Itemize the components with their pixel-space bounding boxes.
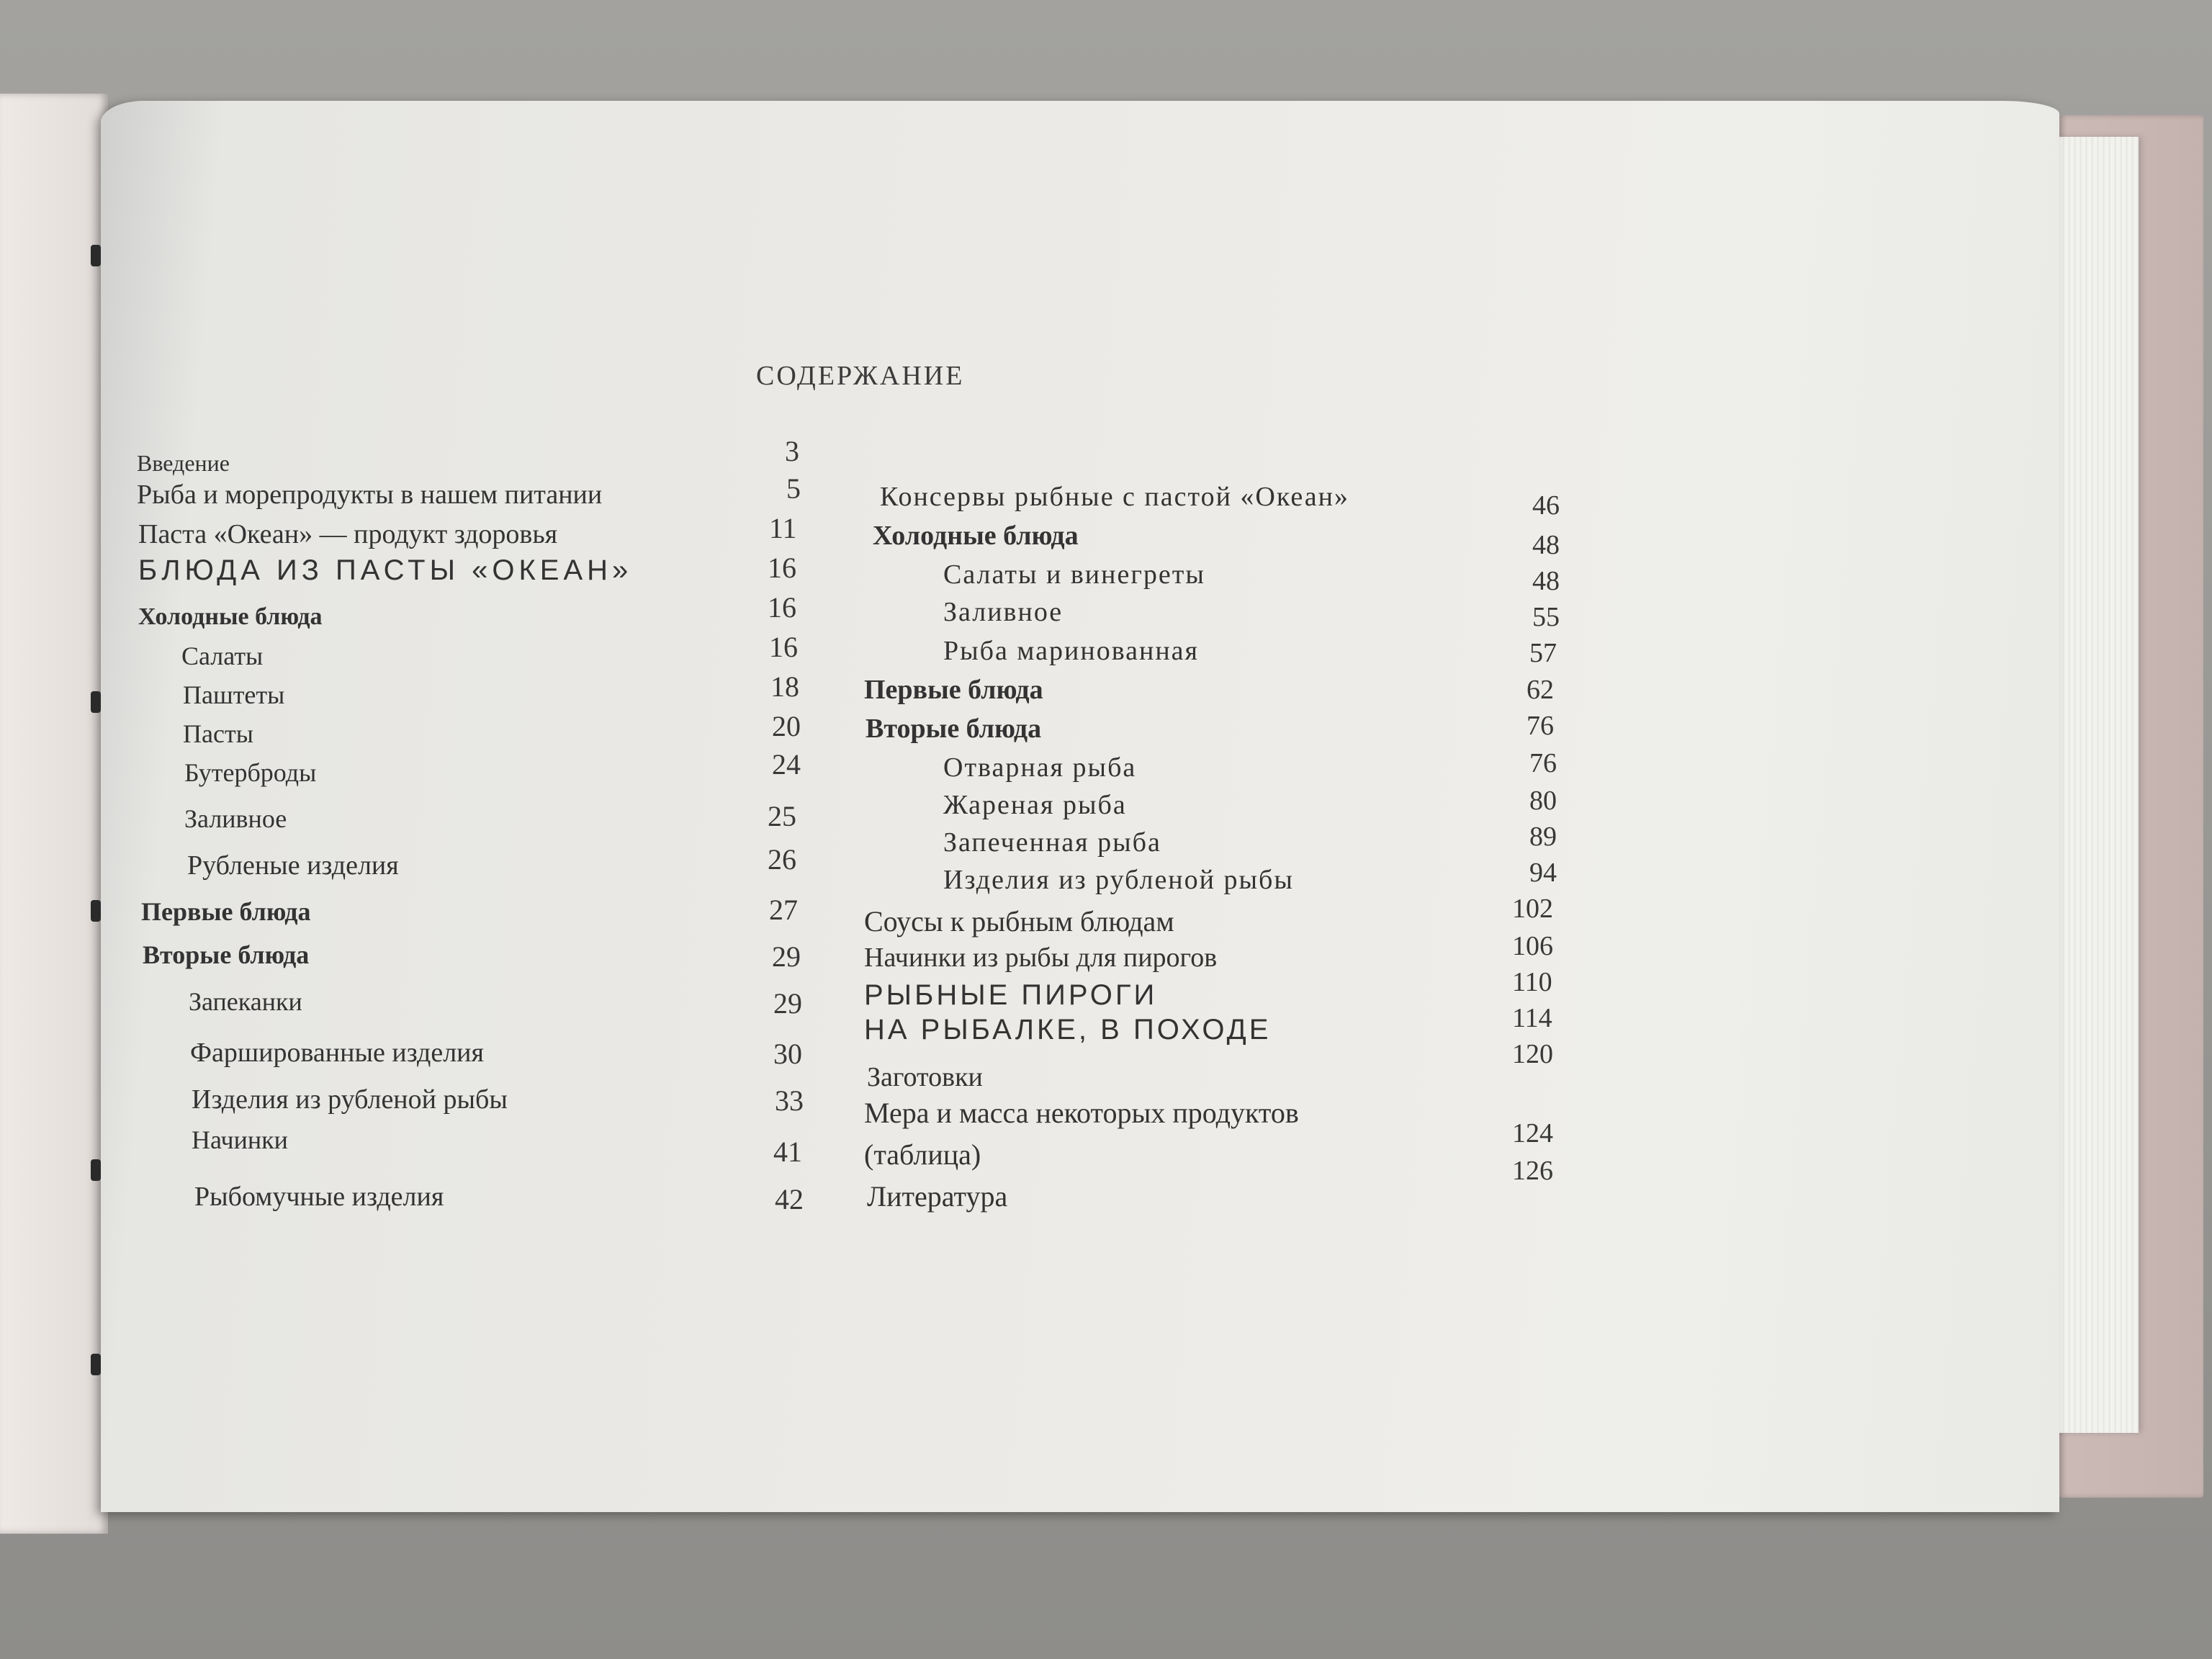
toc-entry-page: 57: [1529, 638, 1557, 668]
toc-entry-page: 25: [768, 800, 796, 832]
toc-entry-label: Начинки: [192, 1125, 288, 1154]
toc-entry-label: Заливное: [943, 597, 1064, 627]
toc-entry-label: Жареная рыба: [943, 790, 1127, 820]
toc-entry-label: Пасты: [183, 719, 253, 748]
toc-entry-page: 80: [1529, 786, 1557, 816]
toc-entry-label: Холодные блюда: [138, 603, 323, 630]
toc-entry-label: Первые блюда: [141, 897, 311, 926]
binding-stitch: [91, 900, 101, 922]
toc-entry-page: 46: [1532, 490, 1560, 521]
toc-entry-label: Изделия из рубленой рыбы: [192, 1084, 508, 1115]
toc-entry-label: Вторые блюда: [143, 940, 310, 969]
toc-entry-label: Запеченная рыба: [943, 827, 1161, 858]
toc-entry-page: 42: [775, 1183, 804, 1215]
toc-entry-label: Литература: [867, 1180, 1008, 1213]
toc-entry-label: Соусы к рыбным блюдам: [864, 905, 1174, 938]
binding-stitch: [91, 691, 101, 713]
toc-entry-page: 62: [1527, 675, 1554, 705]
toc-entry-page: 76: [1527, 711, 1554, 741]
toc-entry-label: РЫБНЫЕ ПИРОГИ: [864, 979, 1158, 1011]
toc-entry-page: 29: [772, 940, 801, 973]
toc-entry-page: 114: [1512, 1003, 1552, 1033]
toc-entry-page: 5: [786, 472, 801, 505]
toc-entry-page: 20: [772, 710, 801, 742]
toc-entry-label: Отварная рыба: [943, 752, 1137, 783]
toc-entry-page: 16: [769, 631, 798, 663]
toc-entry-page: 18: [770, 670, 799, 703]
toc-entry-page: 48: [1532, 566, 1560, 596]
toc-entry-label: Рубленые изделия: [187, 850, 399, 881]
page-title: СОДЕРЖАНИЕ: [756, 361, 965, 391]
toc-entry-page: 41: [773, 1136, 802, 1168]
binding-stitch: [91, 245, 101, 266]
toc-entry-page: 27: [769, 894, 798, 926]
toc-entry-page: 11: [769, 512, 797, 544]
toc-entry-page: 55: [1532, 602, 1560, 632]
toc-entry-label: Начинки из рыбы для пирогов: [864, 943, 1218, 973]
toc-entry-label: (таблица): [864, 1138, 981, 1171]
toc-entry-label: Рыбомучные изделия: [194, 1182, 444, 1212]
toc-entry-page: 26: [768, 843, 796, 876]
left-book-cover: [0, 94, 108, 1534]
toc-entry-label: Рыба и морепродукты в нашем питании: [137, 480, 603, 510]
toc-entry-label: Паштеты: [183, 680, 285, 709]
toc-entry-page: 3: [785, 435, 799, 467]
toc-entry-page: 120: [1512, 1039, 1553, 1069]
toc-entry-label: Салаты: [181, 642, 264, 670]
toc-entry-label: Фаршированные изделия: [190, 1038, 484, 1068]
binding-stitch: [91, 1159, 101, 1181]
toc-entry-label: Заливное: [184, 804, 287, 833]
toc-entry-label: Введение: [137, 450, 230, 476]
toc-entry-page: 16: [768, 591, 796, 624]
toc-entry-page: 30: [773, 1038, 802, 1070]
toc-entry-page: 106: [1512, 931, 1553, 961]
toc-entry-label: Паста «Океан» — продукт здоровья: [138, 519, 558, 549]
toc-entry-label: Первые блюда: [864, 675, 1043, 705]
toc-entry-page: 102: [1512, 894, 1553, 924]
toc-entry-page: 29: [773, 987, 802, 1020]
toc-entry-page: 89: [1529, 822, 1557, 852]
toc-entry-label: Салаты и винегреты: [943, 559, 1205, 590]
toc-entry-page: 110: [1512, 967, 1552, 997]
toc-entry-page: 126: [1512, 1156, 1553, 1186]
toc-entry-page: 94: [1529, 858, 1557, 888]
toc-entry-label: Изделия из рубленой рыбы: [943, 865, 1294, 895]
toc-entry-label: БЛЮДА ИЗ ПАСТЫ «ОКЕАН»: [138, 554, 633, 586]
toc-entry-label: Заготовки: [867, 1062, 983, 1092]
toc-entry-label: Холодные блюда: [873, 521, 1079, 551]
toc-entry-label: Мера и масса некоторых продуктов: [864, 1097, 1299, 1129]
toc-entry-page: 33: [775, 1084, 804, 1117]
toc-entry-page: 24: [772, 748, 801, 781]
binding-stitch: [91, 1354, 101, 1375]
toc-entry-label: Консервы рыбные с пастой «Океан»: [880, 482, 1349, 512]
toc-entry-label: Запеканки: [189, 987, 302, 1016]
toc-entry-label: Рыба маринованная: [943, 636, 1200, 666]
toc-entry-label: НА РЫБАЛКЕ, В ПОХОДЕ: [864, 1014, 1272, 1046]
toc-entry-page: 48: [1532, 530, 1560, 560]
toc-entry-page: 76: [1529, 748, 1557, 778]
toc-entry-page: 124: [1512, 1118, 1553, 1148]
toc-entry-label: Вторые блюда: [866, 714, 1042, 744]
toc-entry-label: Бутерброды: [184, 758, 317, 787]
toc-entry-page: 16: [768, 552, 796, 584]
